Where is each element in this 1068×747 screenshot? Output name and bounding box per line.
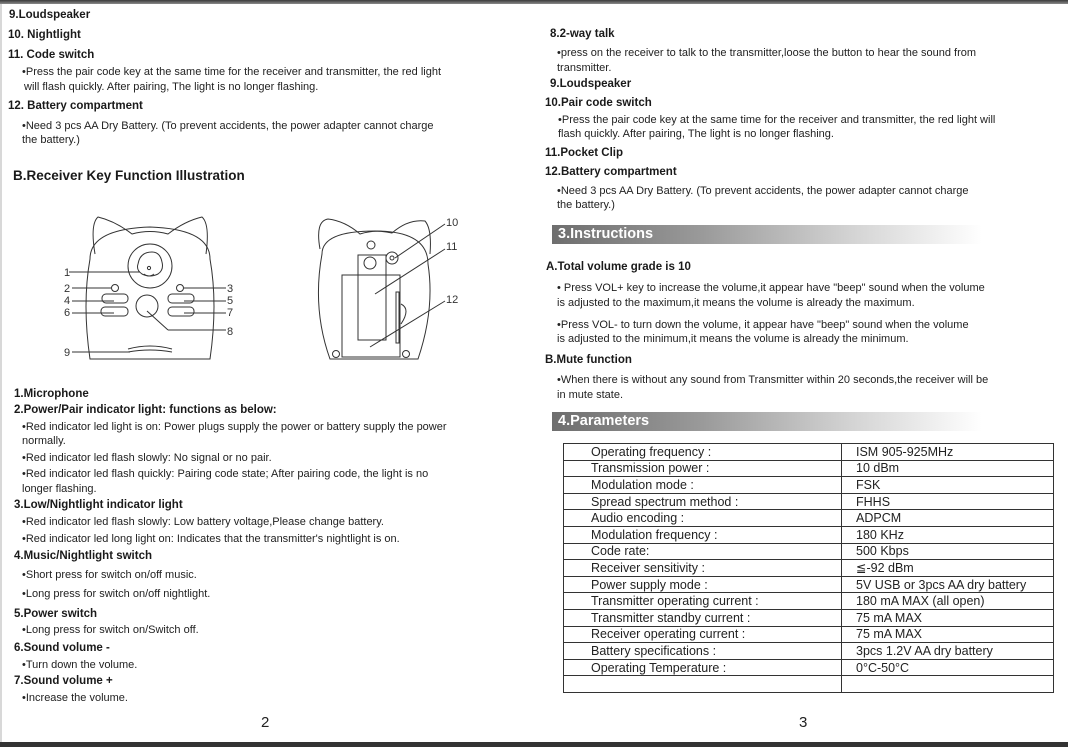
item-title: 6.Sound volume - [14, 642, 110, 654]
table-row: Operating Temperature : 0°C-50°C [564, 659, 1054, 676]
svg-text:2: 2 [64, 283, 71, 295]
item-text: •Press the pair code key at the same time for the receiver and transmitter, the red light will [558, 114, 996, 126]
item-text: •Red indicator led light is on: Power plugs supply the power or battery supply the power [22, 421, 447, 433]
table-row: Transmission power : 10 dBm [564, 460, 1054, 477]
item-title: 11.Pocket Clip [545, 147, 623, 159]
svg-text:12: 12 [446, 294, 459, 306]
item-text: •Need 3 pcs AA Dry Battery. (To prevent accidents, the power adapter cannot charge [557, 185, 969, 197]
item-title: 7.Sound volume + [14, 675, 113, 687]
volume-text: is adjusted to the maximum,it means the volume is already the maximum. [557, 297, 915, 309]
svg-text:11: 11 [446, 241, 458, 253]
page-2 [2, 4, 534, 742]
table-row: Code rate: 500 Kbps [564, 543, 1054, 560]
item-text: will flash quickly. After pairing, The light is no longer flashing. [24, 81, 319, 93]
item-text: •Red indicator led flash slowly: Low battery voltage,Please change battery. [22, 516, 384, 528]
table-row: Modulation frequency : 180 KHz [564, 526, 1054, 543]
item-text: •Increase the volume. [22, 692, 128, 704]
table-row [564, 676, 1054, 693]
table-row: Transmitter operating current : 180 mA MAX (all open) [564, 593, 1054, 610]
receiver-back-diagram [300, 209, 480, 374]
mute-text: •When there is without any sound from Transmitter within 20 seconds,the receiver will be [557, 374, 989, 386]
instructions-header: 3.Instructions [552, 225, 982, 244]
item-text: •Short press for switch on/off music. [22, 569, 197, 581]
item-text: •Red indicator led long light on: Indicates that the transmitter's nightlight is on. [22, 533, 400, 545]
volume-text: • Press VOL+ key to increase the volume,it appear have "beep" sound when the volume [557, 282, 985, 294]
item-title: 3.Low/Nightlight indicator light [14, 499, 183, 511]
volume-text: is adjusted to the minimum,it means the volume is already the minimum. [557, 333, 909, 345]
item-title: 5.Power switch [14, 608, 98, 620]
table-row: Transmitter standby current : 75 mA MAX [564, 609, 1054, 626]
table-row: Audio encoding : ADPCM [564, 510, 1054, 527]
item-text: the battery.) [22, 134, 80, 146]
svg-text:10: 10 [446, 217, 459, 229]
section-title: B.Receiver Key Function Illustration [13, 168, 245, 183]
svg-text:8: 8 [227, 326, 234, 338]
mute-text: in mute state. [557, 389, 624, 401]
mute-title: B.Mute function [545, 354, 632, 366]
page-number: 3 [799, 714, 808, 731]
item-text: normally. [22, 435, 66, 447]
volume-text: •Press VOL- to turn down the volume, it appear have "beep" sound when the volume [557, 319, 969, 331]
svg-text:4: 4 [64, 295, 71, 307]
item-text: •Turn down the volume. [22, 659, 138, 671]
item-title: 12. Battery compartment [8, 100, 143, 112]
item-text: transmitter. [557, 62, 612, 74]
table-row: Receiver operating current : 75 mA MAX [564, 626, 1054, 643]
table-row: Receiver sensitivity : ≦-92 dBm [564, 560, 1054, 577]
table-row: Operating frequency : ISM 905-925MHz [564, 444, 1054, 461]
svg-text:5: 5 [227, 295, 234, 307]
item-text: •Long press for switch on/Switch off. [22, 624, 199, 636]
item-text: •press on the receiver to talk to the transmitter,loose the button to hear the sound from [557, 47, 977, 59]
item-text: •Press the pair code key at the same time for the receiver and transmitter, the red light [22, 66, 441, 78]
item-title: 4.Music/Nightlight switch [14, 550, 153, 562]
svg-text:3: 3 [227, 283, 234, 295]
svg-text:6: 6 [64, 307, 71, 319]
item-text: •Red indicator led flash quickly: Pairing code state; After pairing code, the light is no [22, 468, 429, 480]
item-text: longer flashing. [22, 483, 97, 495]
item-text: •Long press for switch on/off nightlight. [22, 588, 211, 600]
item-text: •Need 3 pcs AA Dry Battery. (To prevent accidents, the power adapter cannot charge [22, 120, 434, 132]
table-row: Power supply mode : 5V USB or 3pcs AA dry battery [564, 576, 1054, 593]
parameters-table [563, 443, 1054, 693]
table-row: Battery specifications : 3pcs 1.2V AA dry battery [564, 643, 1054, 660]
item-title: 11. Code switch [8, 49, 95, 61]
volume-title: A.Total volume grade is 10 [546, 261, 691, 273]
receiver-front-diagram [50, 209, 250, 374]
item-title: 2.Power/Pair indicator light: functions as below: [14, 404, 277, 416]
table-row: Modulation mode : FSK [564, 477, 1054, 494]
item-title: 12.Battery compartment [545, 166, 677, 178]
page-number: 2 [261, 714, 270, 731]
item-title: 10.Pair code switch [545, 97, 652, 109]
svg-text:1: 1 [64, 267, 71, 279]
viewer-bottom-edge [0, 742, 1068, 747]
svg-text:9: 9 [64, 347, 71, 359]
table-row: Spread spectrum method : FHHS [564, 493, 1054, 510]
item-title: 1.Microphone [14, 388, 89, 400]
page-3 [534, 4, 1068, 742]
item-text: the battery.) [557, 199, 615, 211]
svg-text:7: 7 [227, 307, 234, 319]
parameters-header: 4.Parameters [552, 412, 982, 431]
item-title: 10. Nightlight [8, 29, 81, 41]
item-text: flash quickly. After pairing, The light is no longer flashing. [558, 128, 834, 140]
item-text: •Red indicator led flash slowly: No signal or no pair. [22, 452, 272, 464]
item-title: 8.2-way talk [550, 28, 615, 40]
item-title: 9.Loudspeaker [550, 78, 632, 90]
item-title: 9.Loudspeaker [9, 9, 91, 21]
